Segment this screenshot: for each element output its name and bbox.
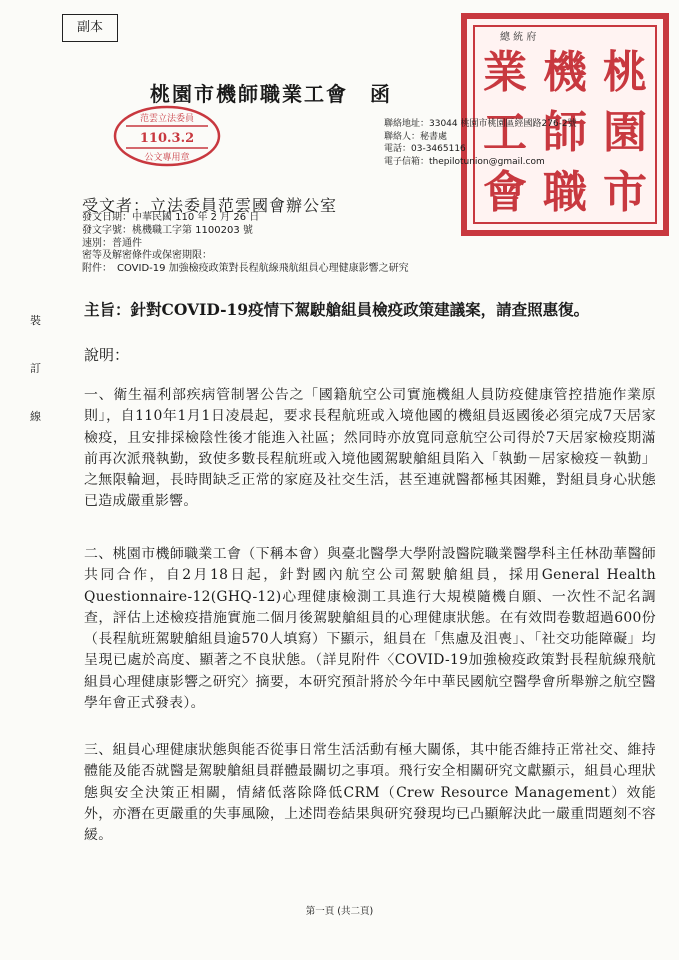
attachment: 附件： COVID-19 加強檢疫政策對長程航線飛航組員心理健康影響之研究 xyxy=(82,263,409,275)
page-footer: 第一頁 (共二頁) xyxy=(305,906,374,917)
seal-char: 園 xyxy=(603,107,647,158)
contact-email: 電子信箱：thepilotunion@gmail.com xyxy=(384,156,545,167)
explain-label: 說明： xyxy=(84,346,130,364)
received-stamp-bottom: 公文專用章 xyxy=(144,153,190,163)
contact-block xyxy=(384,118,577,168)
secrecy: 密等及解密條件或保密期限： xyxy=(82,250,212,262)
binding-mark: 裝 xyxy=(30,314,41,327)
seal-char: 桃 xyxy=(603,47,647,98)
paragraph-1: 一、衛生福利部疾病管制署公告之「國籍航空公司實施機組人員防疫健康管控措施作業原則」，自110年1月1日凌晨起，要求長程航班或入境他國的機組員返國後必須完成7天居家檢疫，且安排採檢陰性後才能進入社區；然同時亦放寬同意航空公司得於7天居家檢疫期滿前再次派飛執勤，致使多數長程航班或入境他國駕駛艙組員陷入「執勤－居家檢疫－執勤」之無限輪迴，長時間缺乏正常的家庭及社交生活，甚至連就醫都極其困難，對組員身心狀態已造成嚴重影響。 xyxy=(84,387,656,510)
seal-char: 會 xyxy=(483,167,527,218)
contact-person: 聯絡人：秘書處 xyxy=(384,131,448,142)
recipient: 受文者：立法委員范雲國會辦公室 xyxy=(82,196,338,215)
seal-char: 職 xyxy=(543,167,587,218)
letter-title: 桃園市機師職業工會 函 xyxy=(150,82,392,106)
subject-line: 主旨：針對COVID-19疫情下駕駛艙組員檢疫政策建議案，請查照惠復。 xyxy=(84,300,590,319)
seal-header: 總 統 府 xyxy=(500,32,537,43)
contact-phone: 電話：03-3465116 xyxy=(384,144,466,154)
seal-char: 機 xyxy=(543,47,587,98)
document-number: 發文字號：桃機職工字第 1100203 號 xyxy=(82,224,253,236)
seal-char: 工 xyxy=(483,107,527,158)
document-meta xyxy=(82,212,409,276)
seal-char: 師 xyxy=(543,107,587,158)
seal-char: 業 xyxy=(483,47,527,98)
binding-mark: 訂 xyxy=(30,362,41,375)
contact-address: 聯絡地址：33044 桃園市桃園區經國路276-2號 xyxy=(384,119,577,129)
received-stamp-top: 范雲立法委員 xyxy=(139,114,195,124)
received-stamp-date: 110.3.2 xyxy=(139,131,195,146)
urgency: 速別：普通件 xyxy=(82,237,142,249)
paragraph-3: 三、組員心理健康狀態與能否從事日常生活活動有極大關係，其中能否維持正常社交、維持體能及能否就醫是駕駛艙組員群體最關切之事項。飛行安全相關研究文獻顯示，組員心理狀態與安全決策正相關，情緒低落除降低CRM（Crew Resource Management）效能外，亦潛在更嚴重的失事風險，上述問卷結果與研究發現均已凸顯解決此一嚴重問題刻不容緩。 xyxy=(84,742,656,844)
received-stamp xyxy=(112,104,222,168)
paragraph-2: 二、桃園市機師職業工會（下稱本會）與臺北醫學大學附設醫院職業醫學科主任林劭華醫師共同合作，自2月18日起，針對國內航空公司駕駛艙組員，採用General Health Questionnaire-12(GHQ-12)心理健康檢測工具進行大規模隨機自願、一次性不記名調查，評估上述檢疫措施實施二個月後駕駛艙組員的心理健康狀態。在有效問卷數超過600份（長程航班駕駛艙組員逾570人填寫）下顯示，組員在「焦慮及沮喪」、「社交功能障礙」均呈現已處於高度、顯著之不良狀態。（詳見附件〈COVID-19加強檢疫政策對長程航線飛航組員心理健康影響之研究〉摘要，本研究預計將於今年中華民國航空醫學會所舉辦之航空醫學年會正式發表）。 xyxy=(84,546,656,712)
copy-stamp: 副本 xyxy=(62,14,118,42)
seal-char: 市 xyxy=(603,167,647,218)
binding-mark: 線 xyxy=(30,410,41,423)
issue-date: 發文日期：中華民國 110 年 2 月 26 日 xyxy=(82,212,260,223)
